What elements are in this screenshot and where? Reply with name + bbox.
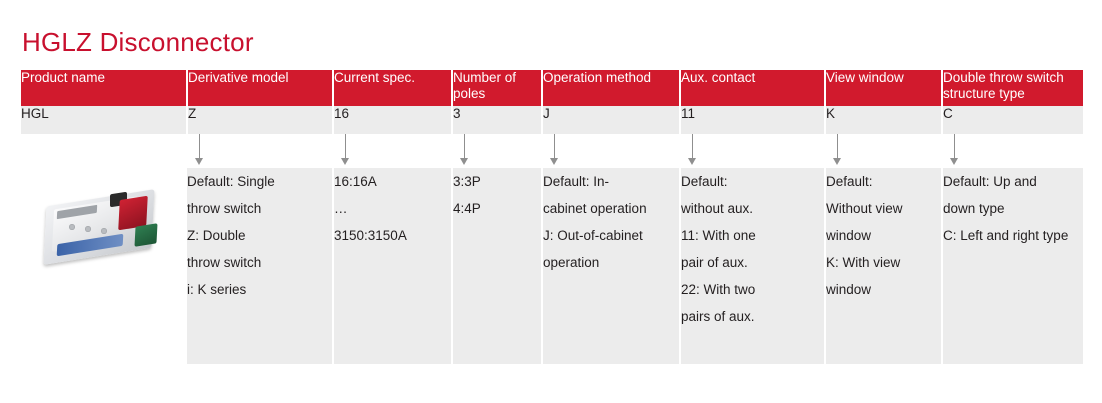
specification-table: [21, 70, 1083, 364]
code-cell-derivative-model: Z: [187, 106, 333, 134]
code-cell-double-throw-structure: C: [942, 106, 1083, 134]
table-header-cell-operation-method: Operation method: [542, 70, 680, 106]
table-header-cell-number-of-poles: Number of poles: [452, 70, 542, 106]
arrow-cell-double-throw-structure: [942, 134, 1083, 168]
description-line: Without view: [826, 201, 903, 216]
description-line: throw switch: [187, 201, 262, 216]
description-line: 3:3P: [453, 174, 481, 189]
code-cell-aux-contact: 11: [680, 106, 825, 134]
page-title: HGLZ Disconnector: [22, 27, 254, 58]
table-arrow-row: [21, 134, 1083, 168]
description-line: pairs of aux.: [681, 309, 755, 324]
description-line: …: [334, 201, 348, 216]
description-line: without aux.: [681, 201, 754, 216]
description-line: operation: [543, 255, 600, 270]
table-header-row: [21, 70, 1083, 106]
description-line: cabinet operation: [543, 201, 647, 216]
description-cell-number-of-poles: [452, 168, 542, 364]
arrow-spacer-product-name: [21, 134, 187, 168]
description-line: J: Out-of-cabinet: [543, 228, 643, 243]
down-arrow-icon: [680, 134, 825, 168]
description-line: Default:: [826, 174, 873, 189]
table-header-cell-view-window: View window: [825, 70, 942, 106]
table-header-cell-aux-contact: Aux. contact: [680, 70, 825, 106]
arrow-cell-operation-method: [542, 134, 680, 168]
table-header-cell-derivative-model: Derivative model: [187, 70, 333, 106]
description-line: 3150:3150A: [334, 228, 407, 243]
code-cell-operation-method: J: [542, 106, 680, 134]
table-header-cell-double-throw-structure: Double throw switch structure type: [942, 70, 1083, 106]
description-line: Default:: [681, 174, 728, 189]
code-cell-view-window: K: [825, 106, 942, 134]
table-code-row: [21, 106, 1083, 134]
arrow-cell-current-spec: [333, 134, 452, 168]
down-arrow-icon: [542, 134, 680, 168]
description-line: Z: Double: [187, 228, 246, 243]
description-cell-aux-contact: [680, 168, 825, 364]
table-header-cell-product-name: Product name: [21, 70, 187, 106]
code-cell-number-of-poles: 3: [452, 106, 542, 134]
description-line: Default: Single: [187, 174, 275, 189]
description-line: Default: Up and: [943, 174, 1037, 189]
description-line: 11: With one: [681, 228, 756, 243]
table-description-row: [21, 168, 1083, 364]
description-line: window: [826, 282, 872, 297]
arrow-cell-aux-contact: [680, 134, 825, 168]
down-arrow-icon: [333, 134, 452, 168]
description-line: throw switch: [187, 255, 262, 270]
description-line: Default: In-: [543, 174, 610, 189]
arrow-cell-number-of-poles: [452, 134, 542, 168]
description-cell-view-window: [825, 168, 942, 364]
description-cell-operation-method: [542, 168, 680, 364]
arrow-cell-derivative-model: [187, 134, 333, 168]
description-line: down type: [943, 201, 1005, 216]
description-line: K: With view: [826, 255, 901, 270]
description-line: window: [826, 228, 872, 243]
description-line: 16:16A: [334, 174, 377, 189]
description-cell-double-throw-structure: [942, 168, 1083, 364]
product-image-cell: [21, 168, 187, 364]
product-photo: [27, 184, 175, 274]
down-arrow-icon: [187, 134, 333, 168]
description-cell-derivative-model: [187, 168, 333, 364]
code-cell-current-spec: 16: [333, 106, 452, 134]
description-line: 4:4P: [453, 201, 481, 216]
description-line: i: K series: [187, 282, 247, 297]
description-line: 22: With two: [681, 282, 756, 297]
down-arrow-icon: [942, 134, 1083, 168]
description-cell-current-spec: [333, 168, 452, 364]
down-arrow-icon: [825, 134, 942, 168]
down-arrow-icon: [452, 134, 542, 168]
arrow-cell-view-window: [825, 134, 942, 168]
description-line: C: Left and right type: [943, 228, 1069, 243]
code-cell-product-name: HGL: [21, 106, 187, 134]
description-line: pair of aux.: [681, 255, 748, 270]
table-header-cell-current-spec: Current spec.: [333, 70, 452, 106]
